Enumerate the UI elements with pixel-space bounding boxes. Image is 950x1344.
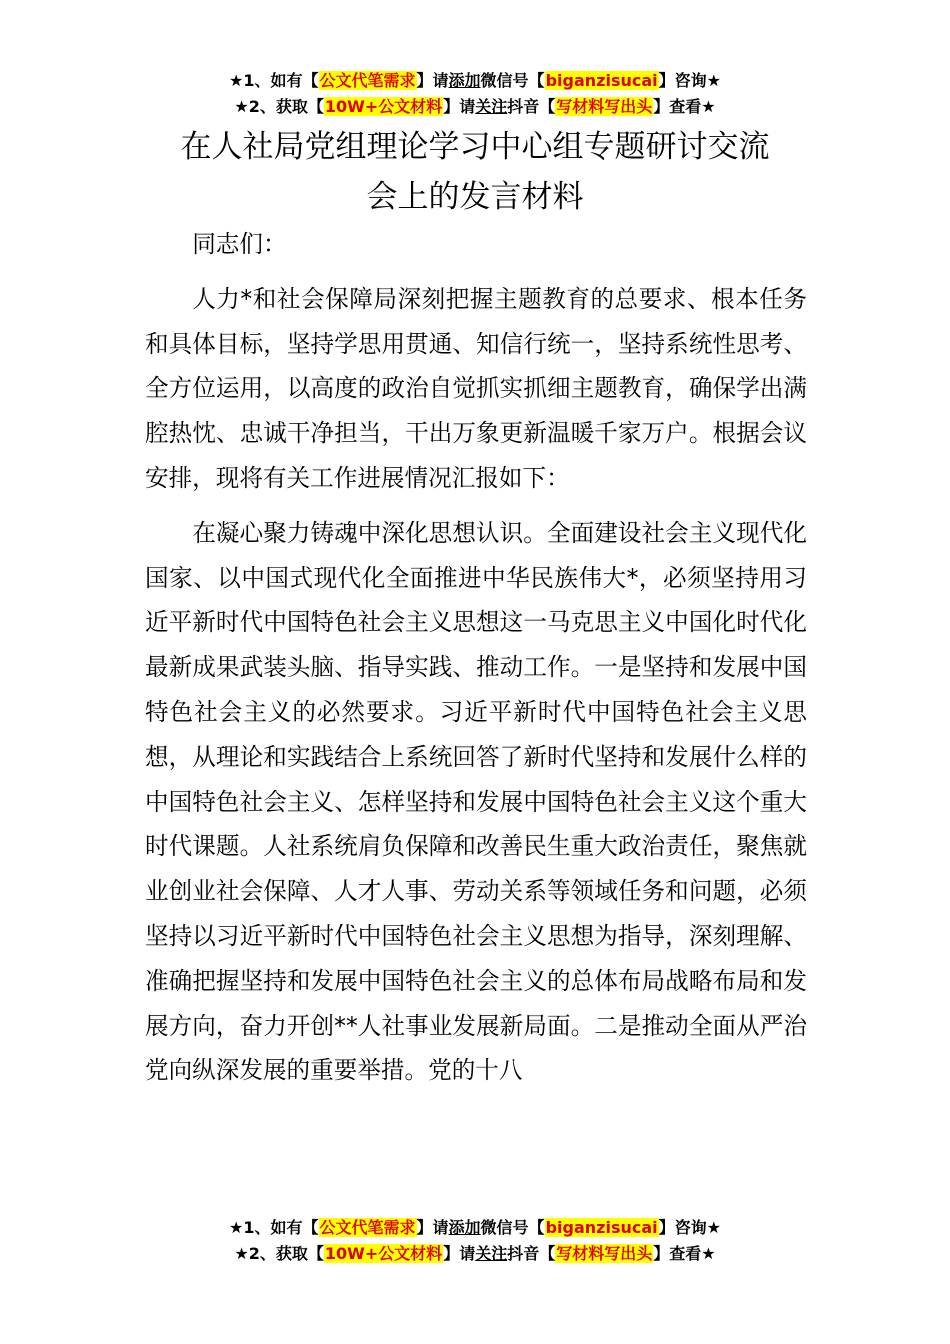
banner-highlight: 公文代笔需求 bbox=[319, 71, 416, 90]
document-body bbox=[145, 222, 807, 1093]
banner-text: ★2、获取【 bbox=[234, 1244, 324, 1263]
banner-text: 抖音【 bbox=[507, 1244, 556, 1263]
banner-highlight: 写材料写出头 bbox=[556, 1244, 653, 1263]
salutation: 同志们： bbox=[192, 230, 287, 258]
banner-text: 】请 bbox=[443, 1244, 476, 1263]
banner-text: 抖音【 bbox=[507, 97, 556, 116]
banner-highlight: 10W+公文材料 bbox=[324, 97, 443, 116]
banner-line-2 bbox=[0, 94, 950, 120]
paragraph-1: 人力*和社会保障局深刻把握主题教育的总要求、根本任务和具体目标，坚持学思用贯通、知信行统一，坚持系统性思考、全方位运用，以高度的政治自觉抓实抓细主题教育，确保学出满腔热忱、忠诚干净担当，干出万象更新温暖千家万户。根据会议安排，现将有关工作进展情况汇报如下： bbox=[145, 284, 807, 492]
banner-text: ★2、获取【 bbox=[234, 97, 324, 116]
banner-underline: 关注 bbox=[475, 1244, 508, 1263]
banner-highlight: 10W+公文材料 bbox=[324, 1244, 443, 1263]
banner-text: 】请 bbox=[443, 97, 476, 116]
banner-text: 】查看★ bbox=[653, 97, 716, 116]
title-line-2: 会上的发言材料 bbox=[366, 179, 584, 215]
banner-text: 微信号【 bbox=[480, 71, 545, 90]
banner-text: 】咨询★ bbox=[658, 71, 721, 90]
banner-text: 】查看★ bbox=[653, 1244, 716, 1263]
banner-highlight: biganzisucai bbox=[545, 1218, 658, 1237]
document-title bbox=[140, 122, 810, 222]
banner-line-2 bbox=[0, 1241, 950, 1267]
banner-highlight: 公文代笔需求 bbox=[319, 1218, 416, 1237]
banner-line-1 bbox=[0, 68, 950, 94]
paragraph-2: 在凝心聚力铸魂中深化思想认识。全面建设社会主义现代化国家、以中国式现代化全面推进中华民族伟大*，必须坚持用习近平新时代中国特色社会主义思想这一马克思主义中国化时代化最新成果武装头脑、指导实践、推动工作。一是坚持和发展中国特色社会主义的必然要求。习近平新时代中国特色社会主义思想，从理论和实践结合上系统回答了新时代坚持和发展什么样的中国特色社会主义、怎样坚持和发展中国特色社会主义这个重大时代课题。人社系统肩负保障和改善民生重大政治责任，聚焦就业创业社会保障、人才人事、劳动关系等领域任务和问题，必须坚持以习近平新时代中国特色社会主义思想为指导，深刻理解、准确把握坚持和发展中国特色社会主义的总体布局战略布局和发展方向，奋力开创**人社事业发展新局面。二是推动全面从严治党向纵深发展的重要举措。党的十八 bbox=[145, 518, 807, 1085]
banner-text: 微信号【 bbox=[480, 1218, 545, 1237]
banner-highlight: 写材料写出头 bbox=[556, 97, 653, 116]
footer-banner bbox=[0, 1215, 950, 1267]
banner-underline: 添加 bbox=[448, 1218, 481, 1237]
banner-highlight: biganzisucai bbox=[545, 71, 658, 90]
banner-text: 】咨询★ bbox=[658, 1218, 721, 1237]
banner-text: 】请 bbox=[416, 71, 449, 90]
banner-text: ★1、如有【 bbox=[229, 1218, 319, 1237]
title-line-1: 在人社局党组理论学习中心组专题研讨交流 bbox=[180, 129, 770, 165]
banner-underline: 添加 bbox=[448, 71, 481, 90]
header-banner bbox=[0, 68, 950, 120]
banner-text: 】请 bbox=[416, 1218, 449, 1237]
banner-text: ★1、如有【 bbox=[229, 71, 319, 90]
banner-line-1 bbox=[0, 1215, 950, 1241]
banner-underline: 关注 bbox=[475, 97, 508, 116]
